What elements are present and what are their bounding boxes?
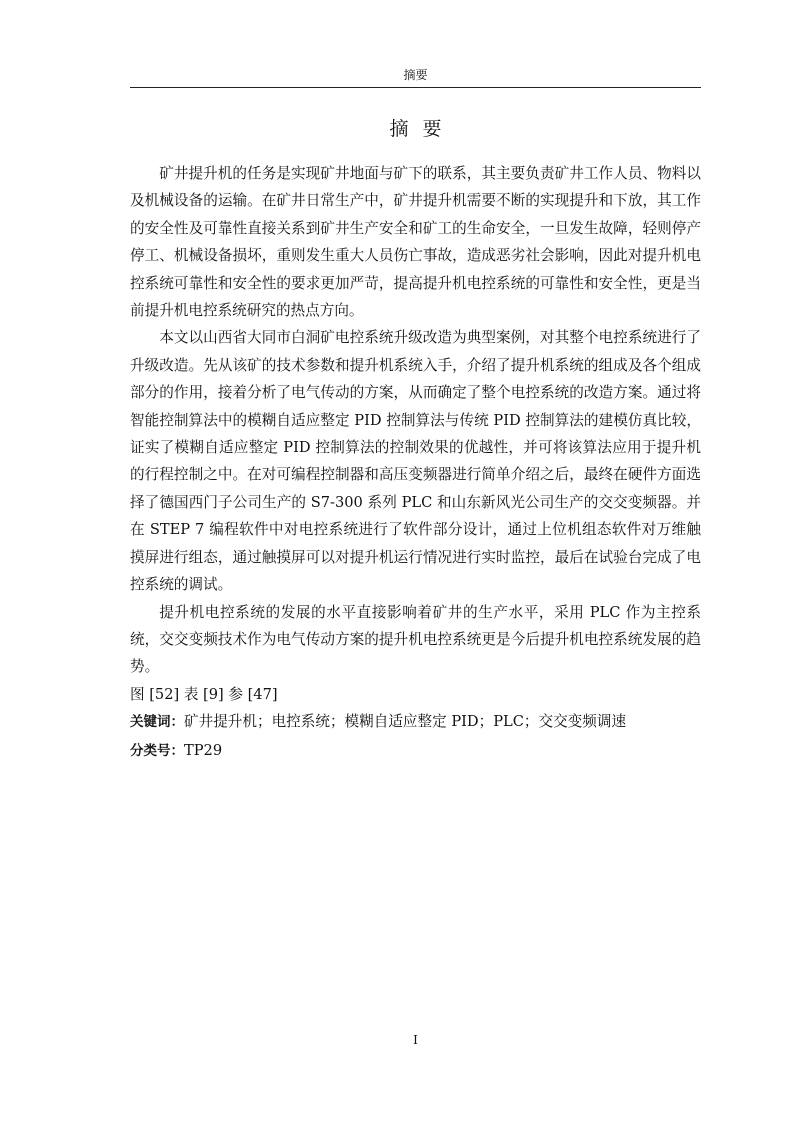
classification-value: TP29: [184, 741, 223, 759]
figure-table-reference-counts: 图 [52] 表 [9] 参 [47]: [130, 685, 278, 703]
abstract-paragraph-3: 提升机电控系统的发展的水平直接影响着矿井的生产水平，采用 PLC 作为主控系统，交交变频技术作为电气传动方案的提升机电控系统更是今后提升机电控系统发展的趋势。: [130, 603, 701, 676]
classification-line: [130, 737, 701, 765]
keywords-line: [130, 708, 701, 736]
page-title: 摘要: [389, 118, 456, 140]
abstract-paragraph-1: 矿井提升机的任务是实现矿井地面与矿下的联系，其主要负责矿井工作人员、物料以及机械设备的运输。在矿井日常生产中，矿井提升机需要不断的实现提升和下放，其工作的安全性及可靠性直接关系到矿井生产安全和矿工的生命安全，一旦发生故障，轻则停产停工、机械设备损坏，重则发生重大人员伤亡事故，造成恶劣社会影响，因此对提升机电控系统可靠性和安全性的要求更加严苛，提高提升机电控系统的可靠性和安全性，更是当前提升机电控系统研究的热点方向。: [130, 165, 701, 320]
abstract-body: [130, 160, 701, 765]
abstract-paragraph-2: 本文以山西省大同市白洞矿电控系统升级改造为典型案例，对其整个电控系统进行了升级改造。先从该矿的技术参数和提升机系统入手，介绍了提升机系统的组成及各个组成部分的作用，接着分析了电气传动的方案，从而确定了整个电控系统的改造方案。通过将智能控制算法中的模糊自适应整定 PID 控制算法与传统 PID 控制算法的建模仿真比较，证实了模糊自适应整定 PID 控制算法的控制效果的优越性，并可将该算法应用于提升机的行程控制之中。在对可编程控制器和高压变频器进行简单介绍之后，最终在硬件方面选择了德国西门子公司生产的 S7-300 系列 PLC 和山东新风光公司生产的交交变频器。并在 STEP 7 编程软件中对电控系统进行了软件部分设计，通过上位机组态软件对万维触摸屏进行组态，通过触摸屏可以对提升机运行情况进行实时监控，最后在试验台完成了电控系统的调试。: [130, 329, 701, 594]
running-header: 摘要: [130, 67, 701, 88]
keywords-value: 矿井提升机；电控系统；模糊自适应整定 PID；PLC；交交变频调速: [184, 713, 627, 731]
classification-label: 分类号：: [130, 742, 184, 759]
page-number: I: [413, 1033, 418, 1047]
keywords-label: 关键词：: [130, 714, 184, 731]
